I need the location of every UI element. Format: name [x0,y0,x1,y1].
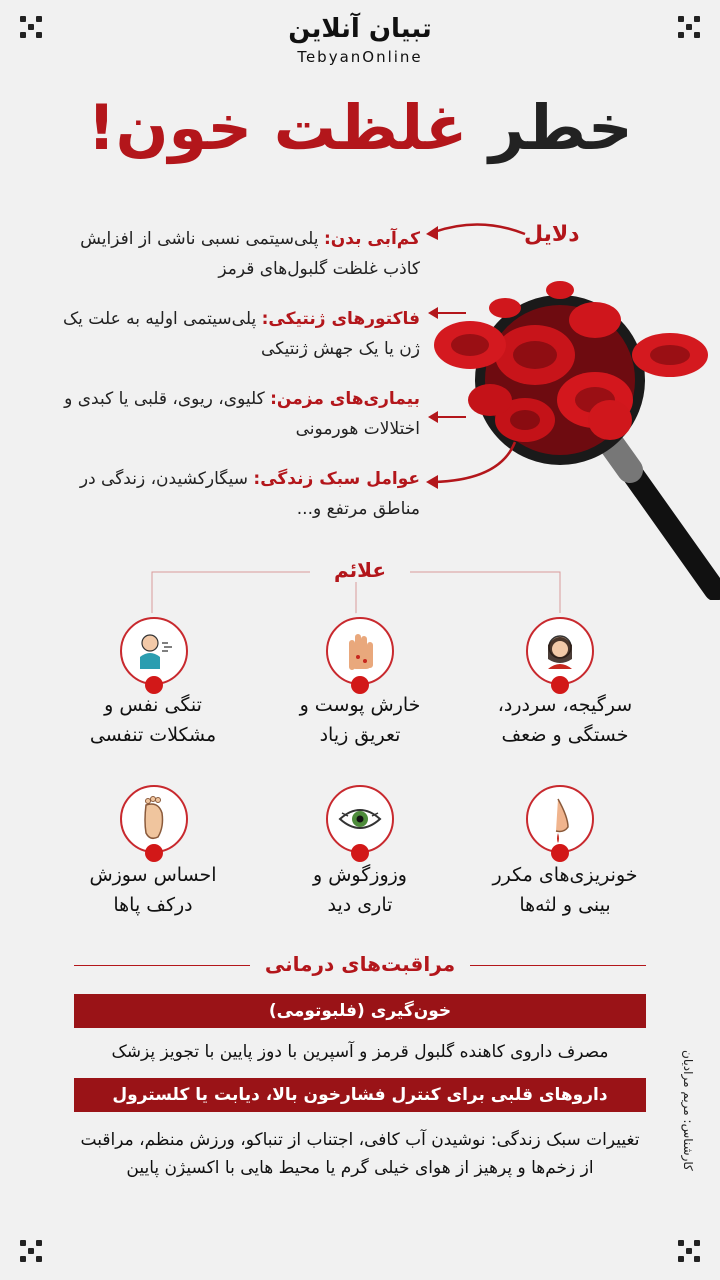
foot-icon [122,787,186,851]
symptom-icon-nosebleed [526,785,594,853]
nose-bleed-icon [528,787,592,851]
symptom-label-nosebleed: خونریزی‌های مکرر بینی و لثه‌ها [492,864,638,916]
symptom-icon-itching [326,617,394,685]
symptom-label-tinnitus: وزوزگوش و تاری دید [313,864,407,916]
brand-name-fa: تبیان آنلاین [288,14,432,44]
title-dark: خطر [488,91,633,164]
corner-pattern-bottom-left [20,1240,42,1262]
symptom-icon-dizziness [526,617,594,685]
blood-cells-magnifier-illustration [430,260,720,600]
treatment-bar-phlebotomy: خون‌گیری (فلبوتومی) [74,994,646,1028]
treatment-heading: مراقبت‌های درمانی [250,952,470,976]
symptom-icon-tinnitus [326,785,394,853]
symptom-label-breathing: تنگی نفس و مشکلات تنفسی [89,694,217,746]
title-red: غلظت خون! [87,91,468,164]
symptom-label-itching: خارش پوست و تعریق زیاد [299,694,421,746]
reason-item-chronic: بیماری‌های مزمن: کلیوی، ریوی، قلبی یا کبدی و اختلالات هورمونی [64,389,420,439]
eye-icon [328,787,392,851]
coughing-person-icon [122,619,186,683]
expert-credit: کارشناس: مریم مرادیان [681,1049,695,1171]
reason-item-genetic: فاکتورهای ژنتیکی: پلی‌سیتمی اولیه به علت یک ژن یا یک جهش ژنتیکی [62,309,420,359]
brand-name-en: TebyanOnline [297,48,423,66]
reason-item-dehydration: کم‌آبی بدن: پلی‌سیتمی نسبی ناشی از افزایش کاذب غلظت گلبول‌های قرمز [80,229,420,279]
symptom-label-burning-feet: احساس سوزش درکف پاها [89,864,217,916]
symptom-label-dizziness: سرگیجه، سردرد، خستگی و ضعف [497,694,633,746]
reason-arrow-3 [430,416,466,418]
reason-item-lifestyle: عوامل سبک زندگی: سیگارکشیدن، زندگی در مناطق مرتفع و... [79,469,420,519]
treatment-text-medication: مصرف داروی کاهنده گلبول قرمز و آسپرین با دوز پایین با تجویز پزشک [111,1042,609,1062]
itchy-hand-icon [328,619,392,683]
corner-pattern-bottom-right [678,1240,700,1262]
treatment-text-lifestyle: تغییرات سبک زندگی: نوشیدن آب کافی، اجتناب از تنباکو، ورزش منظم، مراقبت از زخم‌ها و پرهیز از هوای خیلی گرم یا محیط هایی با اکسیژن پایین [80,1130,640,1178]
headache-icon [528,619,592,683]
reasons-curved-arrow [420,218,530,248]
symptom-icon-breathing [120,617,188,685]
symptom-icon-burning-feet [120,785,188,853]
symptoms-heading: علائم [310,558,410,582]
reason-arrow-2 [430,312,466,314]
reason-arrow-4 [420,440,520,490]
reasons-heading: دلایل [524,222,580,247]
treatment-bar-heart-drugs: داروهای قلبی برای کنترل فشارخون بالا، دیابت یا کلسترول [74,1078,646,1112]
page-title [0,88,720,168]
